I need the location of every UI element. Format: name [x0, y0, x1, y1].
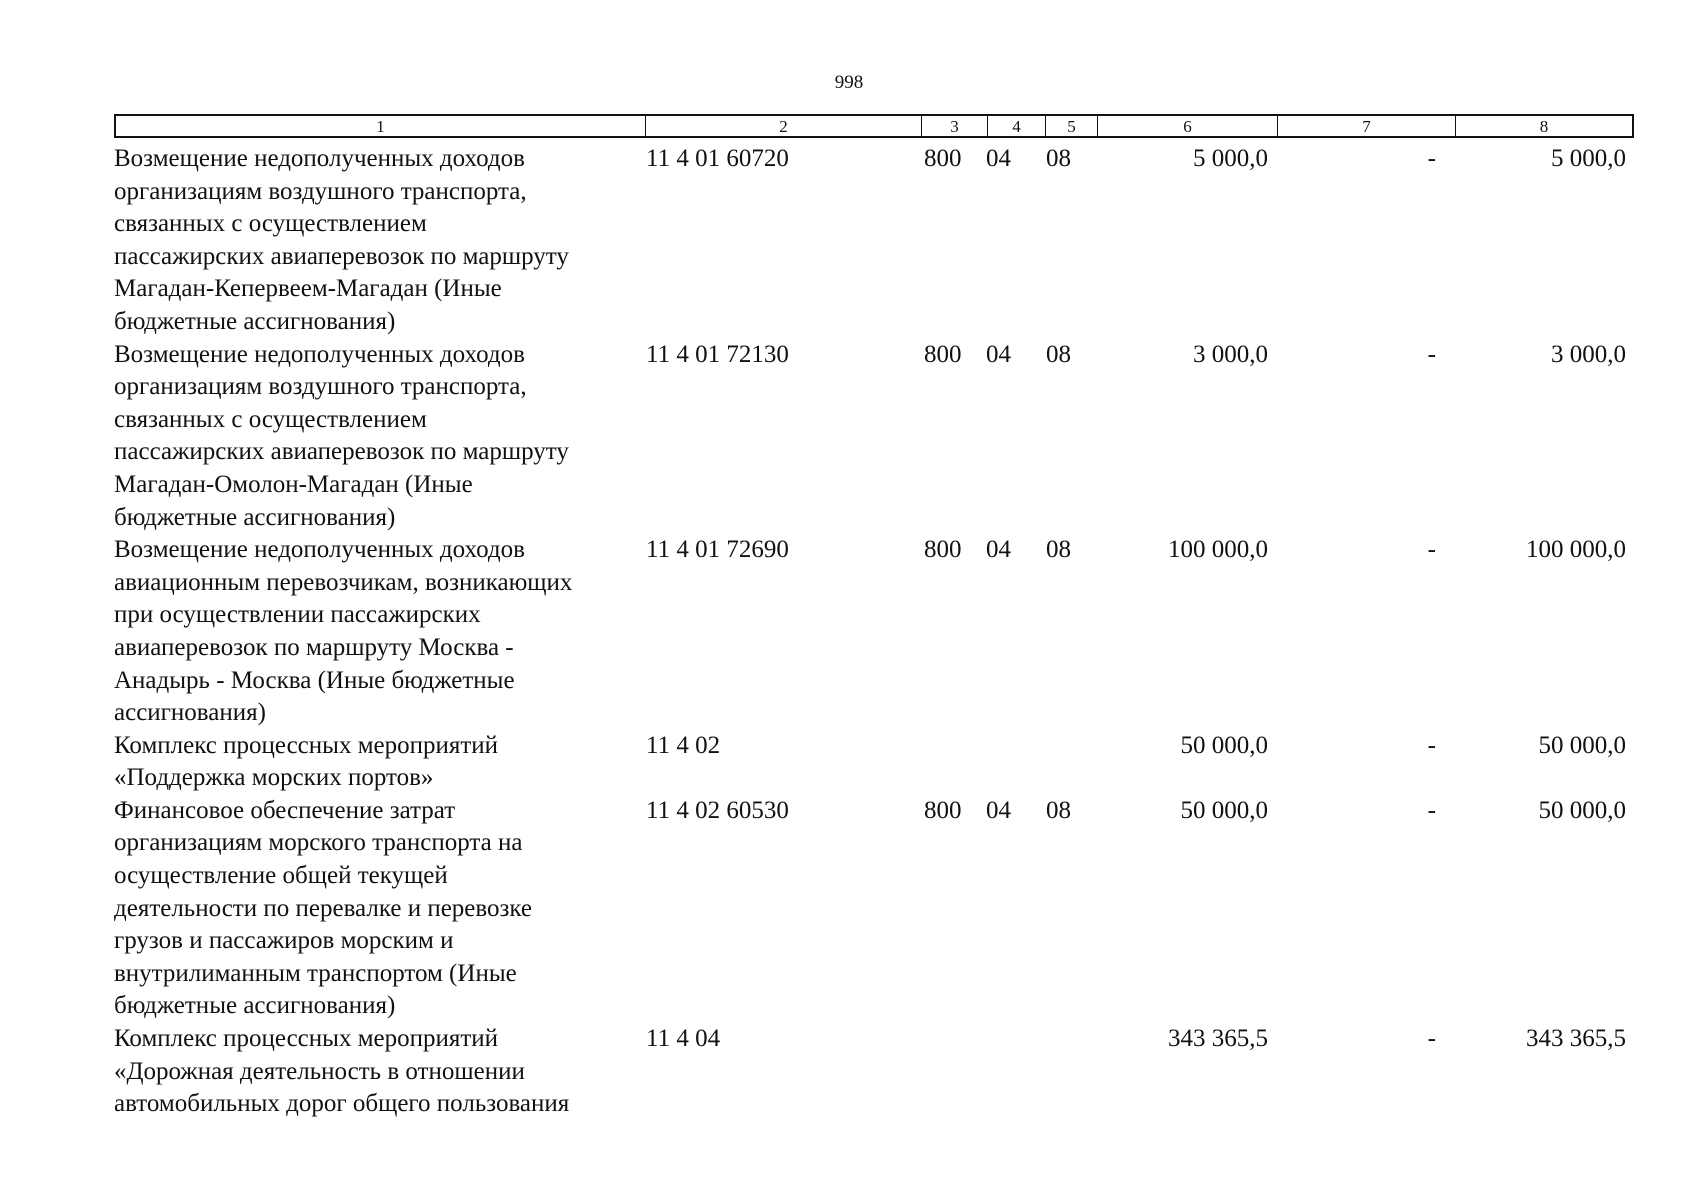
- row-name-line: авиаперевозок по маршруту Москва -: [114, 633, 514, 661]
- row-col-3: 800: [924, 145, 962, 172]
- page-number: 998: [834, 72, 864, 93]
- table-row: [114, 534, 1634, 730]
- row-name-line: связанных с осуществлением: [114, 210, 427, 238]
- table-row: [114, 795, 1634, 1023]
- row-name: [114, 339, 644, 535]
- row-col-4: 04: [986, 536, 1011, 564]
- row-name-line: деятельности по перевалке и перевозке: [114, 894, 533, 922]
- row-name: [114, 1023, 644, 1121]
- row-code: 11 4 02 60530: [646, 796, 789, 824]
- row-name-line: Возмещение недополученных доходов: [114, 536, 525, 564]
- row-name-line: организациям воздушного транспорта,: [114, 373, 527, 401]
- row-col-7: -: [1427, 340, 1436, 368]
- table-body: [114, 143, 1634, 1121]
- row-col-3: 800: [924, 340, 962, 368]
- row-col-6: 50 000,0: [1180, 731, 1268, 759]
- table-row: [114, 730, 1634, 795]
- row-col-4: [978, 1023, 1036, 1121]
- header-col-3: 3: [922, 116, 988, 136]
- row-name-line: Возмещение недополученных доходов: [114, 340, 525, 368]
- row-name-line: Магадан-Омолон-Магадан (Иные: [114, 470, 473, 498]
- row-name-line: «Поддержка морских портов»: [114, 764, 434, 792]
- row-col-8: 50 000,0: [1538, 796, 1626, 824]
- row-name-line: Анадырь - Москва (Иные бюджетные: [114, 666, 515, 694]
- row-col-8: 3 000,0: [1551, 340, 1626, 368]
- row-name: [114, 795, 644, 1023]
- row-code: 11 4 01 60720: [646, 145, 789, 172]
- row-name-line: грузов и пассажиров морским и: [114, 927, 454, 955]
- row-code: 11 4 01 72690: [646, 536, 789, 564]
- row-col-8: 50 000,0: [1538, 731, 1626, 759]
- row-col-5: 08: [1046, 145, 1071, 172]
- row-col-6: 100 000,0: [1168, 536, 1268, 564]
- row-name-line: автомобильных дорог общего пользования: [114, 1090, 570, 1118]
- row-col-6: 50 000,0: [1180, 796, 1268, 824]
- row-name-line: ассигнования): [114, 699, 266, 727]
- row-name-line: пассажирских авиаперевозок по маршруту: [114, 438, 569, 466]
- row-col-7: -: [1427, 796, 1436, 824]
- row-name-line: Комплекс процессных мероприятий: [114, 1025, 499, 1053]
- row-name-line: при осуществлении пассажирских: [114, 601, 481, 629]
- row-col-6: 5 000,0: [1193, 145, 1268, 172]
- row-name-line: «Дорожная деятельность в отношении: [114, 1057, 525, 1085]
- row-col-8: 100 000,0: [1526, 536, 1626, 564]
- row-col-3: 800: [924, 536, 962, 564]
- row-col-3: [920, 730, 978, 795]
- row-col-5: 08: [1046, 796, 1071, 824]
- row-col-4: [978, 730, 1036, 795]
- row-col-8: 5 000,0: [1551, 145, 1626, 172]
- row-col-5: [1036, 1023, 1088, 1121]
- header-col-8: 8: [1539, 117, 1549, 136]
- row-col-5: 08: [1046, 340, 1071, 368]
- row-name-line: авиационным перевозчикам, возникающих: [114, 568, 573, 596]
- row-code: 11 4 04: [646, 1025, 721, 1053]
- header-col-6: 6: [1098, 116, 1278, 136]
- row-col-7: -: [1427, 536, 1436, 564]
- row-name-line: бюджетные ассигнования): [114, 307, 396, 335]
- row-name-line: бюджетные ассигнования): [114, 992, 396, 1020]
- header-col-5: 5: [1046, 116, 1098, 136]
- row-col-5: [1036, 730, 1088, 795]
- header-col-4: 4: [988, 116, 1046, 136]
- row-name: [114, 730, 644, 795]
- table-row: [114, 339, 1634, 535]
- row-name: [114, 143, 644, 339]
- row-col-8: 343 365,5: [1526, 1025, 1626, 1053]
- row-col-4: 04: [986, 340, 1011, 368]
- table-row: [114, 1023, 1634, 1121]
- row-name: [114, 534, 644, 730]
- table-row: [114, 143, 1634, 339]
- row-name-line: Комплекс процессных мероприятий: [114, 731, 499, 759]
- row-col-7: -: [1427, 145, 1436, 172]
- row-code: 11 4 02: [646, 731, 721, 759]
- row-name-line: организациям морского транспорта на: [114, 829, 523, 857]
- row-name-line: внутрилиманным транспортом (Иные: [114, 959, 517, 987]
- row-col-7: -: [1427, 1025, 1436, 1053]
- table-header: [114, 114, 1634, 138]
- row-name-line: пассажирских авиаперевозок по маршруту: [114, 242, 569, 270]
- row-name-line: бюджетные ассигнования): [114, 503, 396, 531]
- row-name-line: связанных с осуществлением: [114, 405, 427, 433]
- row-col-7: -: [1427, 731, 1436, 759]
- row-name-line: Финансовое обеспечение затрат: [114, 796, 456, 824]
- row-col-6: 3 000,0: [1193, 340, 1268, 368]
- row-name-line: Магадан-Кепервеем-Магадан (Иные: [114, 275, 502, 303]
- header-col-1: 1: [116, 116, 646, 136]
- row-col-5: 08: [1046, 536, 1071, 564]
- row-col-3: 800: [924, 796, 962, 824]
- header-col-2: 2: [646, 116, 922, 136]
- row-name-line: Возмещение недополученных доходов: [114, 145, 525, 172]
- header-col-7: 7: [1278, 116, 1456, 136]
- row-name-line: организациям воздушного транспорта,: [114, 177, 527, 205]
- row-col-4: 04: [986, 145, 1011, 172]
- row-col-4: 04: [986, 796, 1011, 824]
- row-code: 11 4 01 72130: [646, 340, 789, 368]
- row-col-3: [920, 1023, 978, 1121]
- row-name-line: осуществление общей текущей: [114, 862, 448, 890]
- row-col-6: 343 365,5: [1168, 1025, 1268, 1053]
